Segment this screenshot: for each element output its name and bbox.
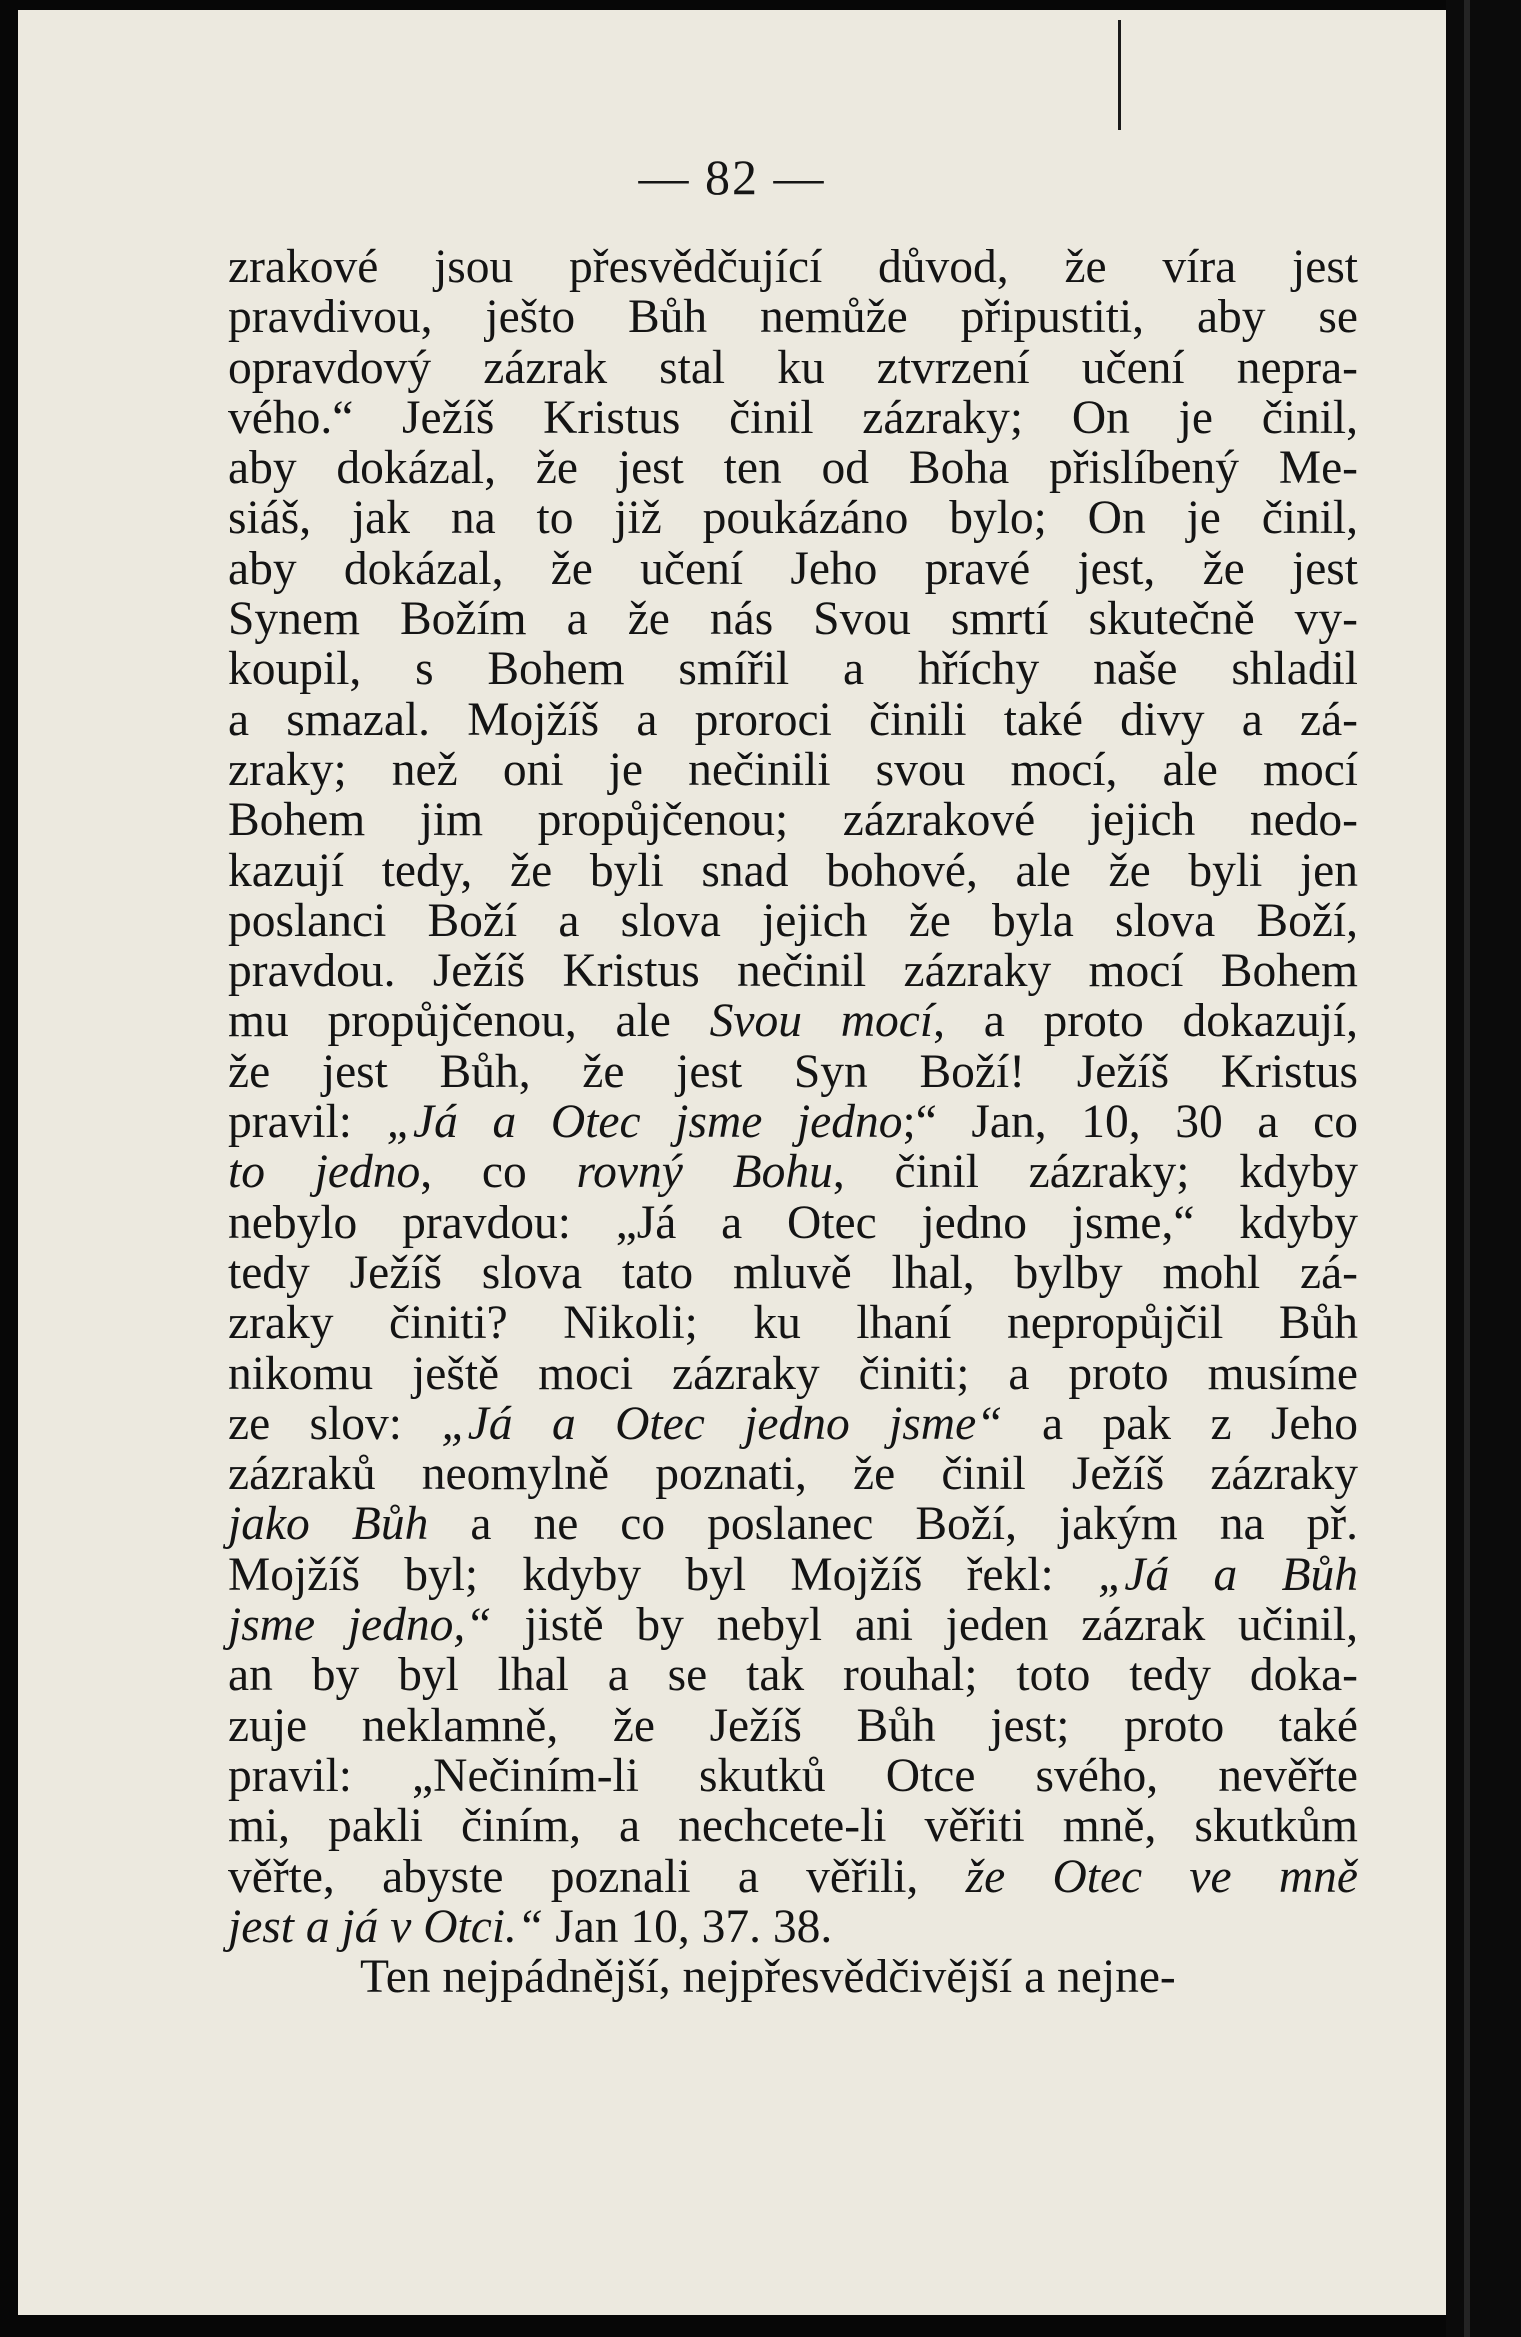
text-segment: mi, pakli činím, a nechcete-li věřiti mně, skutkům <box>228 1800 1358 1853</box>
scan-edge-line <box>1464 0 1470 2337</box>
italic-text: Svou mocí <box>709 995 934 1048</box>
text-line <box>228 795 1358 845</box>
text-segment: a ne co poslanec Boží, jakým na př. <box>428 1498 1358 1551</box>
text-segment: , a proto dokazují, <box>933 995 1358 1048</box>
text-segment: zrakové jsou přesvědčující důvod, že víra jest <box>228 241 1358 293</box>
text-line <box>228 493 1358 543</box>
text-line <box>228 1147 1358 1197</box>
text-segment: pravil: „Nečiním-li skutků Otce svého, nevěřte <box>228 1749 1358 1802</box>
italic-text: „Já a Otec jedno jsme“ <box>441 1397 1003 1450</box>
text-segment: věřte, abyste poznali a věřili, <box>228 1850 966 1903</box>
text-segment: že jest Bůh, že jest Syn Boží! Ježíš Kristus <box>228 1045 1358 1098</box>
text-segment: aby dokázal, že učení Jeho pravé jest, že jest <box>228 542 1358 595</box>
text-segment: Synem Božím a že nás Svou smrtí skutečně vy- <box>228 593 1358 646</box>
text-line <box>228 644 1358 694</box>
text-line <box>228 1399 1358 1449</box>
body-text <box>228 242 1358 2002</box>
text-line <box>228 443 1358 493</box>
text-segment: zraky činiti? Nikoli; ku lhaní nepropůjčil Bůh <box>228 1297 1358 1350</box>
text-segment: kazují tedy, že byli snad bohové, ale že byli jen <box>228 844 1358 897</box>
text-segment: a pak z Jeho <box>1002 1397 1359 1450</box>
text-segment: koupil, s Bohem smířil a hříchy naše shladil <box>228 643 1358 696</box>
text-line <box>228 1550 1358 1600</box>
text-segment: poslanci Boží a slova jejich že byla slova Boží, <box>228 894 1358 947</box>
text-line <box>228 1248 1358 1298</box>
italic-text: jest a já v Otci.“ <box>228 1900 544 1953</box>
text-segment: Jan 10, 37. 38. <box>543 1900 833 1953</box>
text-line <box>228 594 1358 644</box>
text-segment: aby dokázal, že jest ten od Boha přislíbený Me- <box>228 442 1358 495</box>
text-line <box>228 1600 1358 1650</box>
text-line <box>228 1198 1358 1248</box>
text-line <box>228 695 1358 745</box>
scan-border-right <box>1446 0 1521 2337</box>
text-segment: nebylo pravdou: „Já a Otec jedno jsme,“ kdyby <box>228 1196 1358 1249</box>
text-line <box>228 1097 1358 1147</box>
italic-text: jako Bůh <box>228 1498 429 1551</box>
text-segment: jistě by nebyl ani jeden zázrak učinil, <box>491 1599 1359 1652</box>
text-line <box>228 946 1358 996</box>
page-crease <box>1118 20 1121 130</box>
text-segment: pravil: <box>228 1096 387 1149</box>
text-segment: siáš, jak na to již poukázáno bylo; On je činil, <box>228 492 1358 545</box>
page-number: — 82 — <box>638 149 826 205</box>
text-segment: ;“ Jan, 10, 30 a co <box>902 1096 1358 1149</box>
text-line <box>228 393 1358 443</box>
italic-text: to jedno <box>228 1146 421 1199</box>
text-segment: Ten nejpádnější, nejpřesvědčivější a nejne- <box>360 1951 1176 2004</box>
text-line <box>228 1047 1358 1097</box>
text-segment: vého.“ Ježíš Kristus činil zázraky; On je činil, <box>228 391 1358 444</box>
text-line <box>228 1852 1358 1902</box>
text-segment: Mojžíš byl; kdyby byl Mojžíš řekl: <box>228 1548 1098 1601</box>
text-line <box>228 896 1358 946</box>
text-segment: an by byl lhal a se tak rouhal; toto tedy doka- <box>228 1649 1358 1702</box>
text-line <box>228 1902 1358 1952</box>
italic-text: „Já a Bůh <box>1097 1548 1359 1601</box>
text-segment: tedy Ježíš slova tato mluvě lhal, bylby mohl zá- <box>228 1246 1358 1299</box>
text-line <box>228 846 1358 896</box>
text-line <box>228 1499 1358 1549</box>
italic-text: rovný Bohu <box>576 1146 833 1199</box>
text-line <box>228 1650 1358 1700</box>
italic-text: jsme jedno,“ <box>228 1599 492 1652</box>
text-line <box>228 1701 1358 1751</box>
text-line <box>228 1349 1358 1399</box>
text-line <box>228 1751 1358 1801</box>
text-line <box>228 1298 1358 1348</box>
text-segment: zázraků neomylně poznati, že činil Ježíš zázraky <box>228 1448 1358 1501</box>
text-segment: ze slov: <box>228 1397 442 1450</box>
text-segment: zuje neklamně, že Ježíš Bůh jest; proto také <box>228 1699 1358 1752</box>
text-line <box>228 996 1358 1046</box>
text-segment: opravdový zázrak stal ku ztvrzení učení nepra- <box>228 341 1358 394</box>
text-segment: pravdou. Ježíš Kristus nečinil zázraky mocí Bohem <box>228 945 1358 998</box>
text-segment: , činil zázraky; kdyby <box>832 1146 1358 1199</box>
italic-text: „Já a Otec jsme jedno <box>386 1096 903 1149</box>
text-line <box>228 242 1358 292</box>
text-line <box>228 1449 1358 1499</box>
text-segment: mu propůjčenou, ale <box>228 995 710 1048</box>
text-segment: , co <box>420 1146 577 1199</box>
text-segment: nikomu ještě moci zázraky činiti; a proto musíme <box>228 1347 1358 1400</box>
text-line <box>228 544 1358 594</box>
italic-text: že Otec ve mně <box>965 1850 1358 1903</box>
text-segment: pravdivou, ješto Bůh nemůže připustiti, aby se <box>228 291 1358 344</box>
text-line <box>228 1801 1358 1851</box>
text-line <box>228 1952 1358 2002</box>
text-line <box>228 343 1358 393</box>
text-segment: Bohem jim propůjčenou; zázrakové jejich nedo- <box>228 794 1358 847</box>
text-line <box>228 292 1358 342</box>
text-line <box>228 745 1358 795</box>
text-segment: zraky; než oni je nečinili svou mocí, ale mocí <box>228 743 1358 796</box>
book-page <box>18 10 1446 2315</box>
text-segment: a smazal. Mojžíš a proroci činili také divy a zá- <box>228 693 1358 746</box>
